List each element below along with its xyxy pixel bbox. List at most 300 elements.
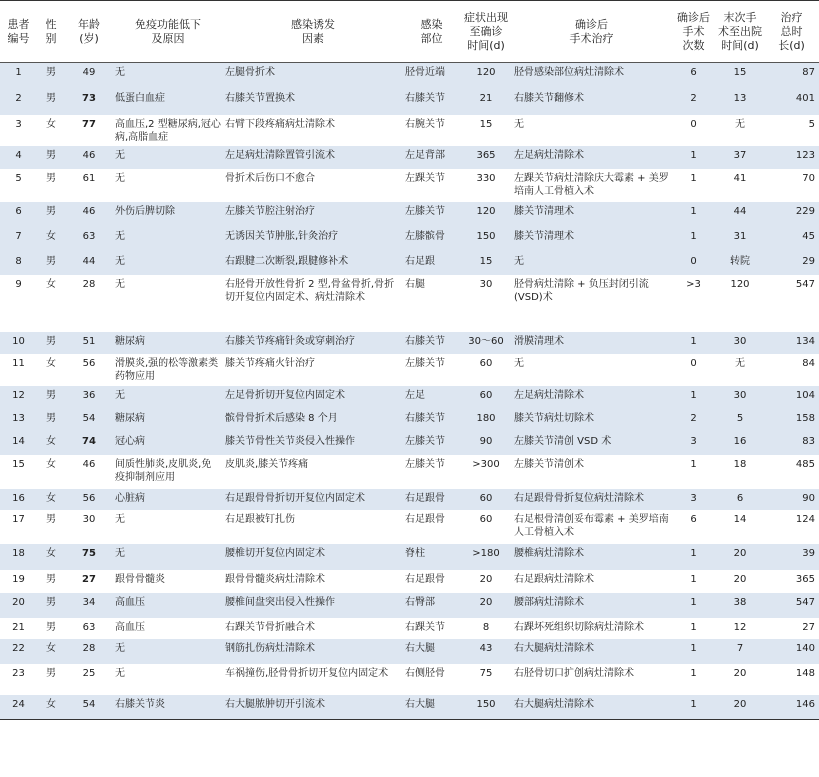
cell-site: 右臀部: [403, 593, 460, 618]
table-row: [0, 115, 819, 146]
header-text-line: 症状出现: [464, 10, 508, 24]
cell-sex: 男: [37, 593, 65, 618]
cell-sex: 男: [37, 146, 65, 169]
cell-sex: 女: [37, 227, 65, 252]
header-text-line: 免疫功能低下: [135, 17, 201, 31]
table-row: [0, 354, 819, 386]
cell-last-surgery: 20: [733, 667, 747, 679]
header-text-line: 至确诊: [469, 24, 503, 38]
cell-trigger: 右臂下段疼痛病灶清除术: [225, 118, 335, 130]
table-row: [0, 227, 819, 252]
cell-site: 右膝关节: [403, 332, 460, 354]
cell-age: 27: [82, 573, 96, 585]
cell-sex: 女: [46, 357, 56, 369]
cell-sex: 女: [46, 458, 56, 470]
table-row: [0, 510, 819, 544]
cell-trigger: 左膝关节腔注射治疗: [223, 202, 403, 227]
cell-last-surgery: 30: [716, 332, 764, 354]
cell-onset: 120: [460, 202, 512, 227]
cell-site: 右足跟骨: [405, 513, 445, 525]
header-text-line: 感染: [420, 17, 443, 31]
cell-trigger: 车祸撞伤,胫骨骨折切开复位内固定术: [225, 667, 389, 679]
cell-immune: 冠心病: [113, 432, 223, 455]
cell-surgery: 胫骨病灶清除 + 负压封闭引流(VSD)术: [514, 278, 649, 303]
cell-patient-id: 17: [12, 513, 25, 525]
cell-site: 右踝关节: [405, 621, 445, 633]
cell-surgery: 左足病灶清除术: [512, 146, 671, 169]
cell-surgery-count: 2: [671, 409, 716, 432]
cell-site: 左膝髌骨: [403, 227, 460, 252]
cell-surgery-count: 3: [671, 432, 716, 455]
cell-trigger: 左腿骨折术: [223, 63, 403, 89]
cell-age: 49: [65, 63, 113, 89]
cell-trigger: 右踝关节骨折融合术: [225, 621, 315, 633]
cell-last-surgery: 5: [716, 409, 764, 432]
header-text-line: 年龄: [78, 17, 100, 31]
cell-surgery-count: 1: [671, 227, 716, 252]
cell-surgery: 右膝关节翻修术: [512, 89, 671, 115]
cell-trigger: 右膝关节置换术: [223, 89, 403, 115]
cell-surgery-count: 1: [671, 544, 716, 570]
cell-onset: 60: [460, 489, 512, 510]
cell-total-duration: 45: [764, 227, 819, 252]
cell-patient-id: 24: [0, 695, 37, 720]
cell-surgery: 右踝坏死组织切除病灶清除术: [514, 621, 644, 633]
header-trigger: [223, 1, 403, 63]
cell-age: 28: [65, 639, 113, 664]
cell-age: 44: [65, 252, 113, 275]
cell-onset: 75: [479, 667, 493, 679]
header-text-line: 编号: [7, 31, 30, 45]
cell-age: 63: [82, 621, 96, 633]
header-text-line: 长(d): [778, 38, 805, 52]
cell-surgery-count: 1: [690, 621, 697, 633]
cell-onset: 60: [479, 513, 493, 525]
cell-patient-id: 6: [0, 202, 37, 227]
cell-total-duration: 140: [764, 639, 819, 664]
cell-patient-id: 1: [0, 63, 37, 89]
cell-surgery-count: >3: [686, 278, 701, 290]
cell-trigger: 腰椎间盘突出侵入性操作: [223, 593, 403, 618]
cell-last-surgery: 无: [735, 118, 745, 130]
header-text-line: 时间(d): [721, 38, 759, 52]
cell-immune: 无: [113, 386, 223, 409]
cell-surgery: 无: [512, 252, 671, 275]
cell-onset: >300: [472, 458, 500, 470]
cell-total-duration: 146: [764, 695, 819, 720]
cell-last-surgery: 13: [716, 89, 764, 115]
cell-last-surgery: 20: [716, 544, 764, 570]
cell-immune: 无: [113, 146, 223, 169]
cell-last-surgery: 7: [716, 639, 764, 664]
cell-surgery: 左踝关节病灶清除庆大霉素 + 美罗培南人工骨植入术: [514, 172, 669, 197]
cell-onset: 330: [476, 172, 496, 184]
cell-last-surgery: 转院: [716, 252, 764, 275]
cell-onset: 60: [460, 386, 512, 409]
cell-age: 46: [65, 146, 113, 169]
cell-patient-id: 15: [12, 458, 25, 470]
table-row: [0, 275, 819, 332]
cell-site: 左膝关节: [405, 357, 445, 369]
cell-total-duration: 134: [764, 332, 819, 354]
cell-surgery-count: 1: [671, 202, 716, 227]
cell-site: 右膝关节: [403, 409, 460, 432]
cell-onset: >180: [460, 544, 512, 570]
header-text-line: 感染诱发: [291, 17, 335, 31]
cell-last-surgery: 120: [730, 278, 750, 290]
cell-sex: 女: [46, 278, 56, 290]
header-text-line: 治疗: [780, 10, 803, 24]
cell-last-surgery: 6: [716, 489, 764, 510]
table-row: [0, 63, 819, 89]
cell-site: 左踝关节: [405, 172, 445, 184]
cell-sex: 男: [37, 332, 65, 354]
cell-total-duration: 148: [795, 667, 815, 679]
cell-surgery: 左足病灶清除术: [512, 386, 671, 409]
cell-surgery-count: 1: [671, 386, 716, 409]
header-site: [403, 1, 460, 63]
table-row: [0, 455, 819, 489]
cell-site: 右大腿: [403, 695, 460, 720]
cell-total-duration: 104: [764, 386, 819, 409]
cell-surgery: 右大腿病灶清除术: [512, 695, 671, 720]
cell-patient-id: 14: [0, 432, 37, 455]
cell-last-surgery: 16: [716, 432, 764, 455]
cell-site: 胫骨近端: [403, 63, 460, 89]
cell-patient-id: 5: [15, 172, 22, 184]
cell-site: 左膝关节: [403, 432, 460, 455]
cell-surgery: 右胫骨切口扩创病灶清除术: [514, 667, 634, 679]
cell-age: 30: [82, 513, 96, 525]
cell-patient-id: 16: [0, 489, 37, 510]
cell-total-duration: 485: [795, 458, 815, 470]
cell-trigger: 右足跟骨骨折切开复位内固定术: [223, 489, 403, 510]
cell-immune: 无: [113, 639, 223, 664]
cell-total-duration: 87: [764, 63, 819, 89]
cell-immune: 外伤后脾切除: [113, 202, 223, 227]
cell-surgery-count: 1: [690, 573, 697, 585]
cell-age: 56: [82, 357, 96, 369]
cell-immune: 无: [113, 63, 223, 89]
table-row: [0, 252, 819, 275]
cell-sex: 男: [46, 513, 56, 525]
header-patient-id: [0, 1, 37, 63]
cell-surgery-count: 1: [690, 172, 697, 184]
cell-site: 脊柱: [403, 544, 460, 570]
cell-trigger: 右膝关节疼痛针灸或穿刺治疗: [223, 332, 403, 354]
cell-trigger: 腰椎切开复位内固定术: [223, 544, 403, 570]
cell-site: 左足背部: [403, 146, 460, 169]
cell-immune: 无: [115, 667, 125, 679]
cell-onset: 15: [479, 118, 493, 130]
cell-trigger: 髌骨骨折术后感染 8 个月: [223, 409, 403, 432]
cell-immune: 高血压,2 型糖尿病,冠心病,高脂血症: [115, 118, 221, 143]
cell-surgery-count: 0: [690, 357, 697, 369]
cell-patient-id: 3: [15, 118, 22, 130]
cell-total-duration: 401: [764, 89, 819, 115]
cell-sex: 男: [37, 202, 65, 227]
header-text-line: 确诊后: [677, 10, 710, 24]
cell-total-duration: 5: [808, 118, 815, 130]
cell-sex: 男: [37, 386, 65, 409]
header-text-line: 性: [45, 17, 57, 31]
cell-trigger: 钢筋扎伤病灶清除术: [223, 639, 403, 664]
table-row: [0, 489, 819, 510]
header-immune: [113, 1, 223, 63]
cell-site: 左足: [403, 386, 460, 409]
cell-surgery: 胫骨感染部位病灶清除术: [512, 63, 671, 89]
cell-surgery: 右足根骨清创妥布霉素 + 美罗培南人工骨植入术: [514, 513, 669, 538]
header-text-line: 手术治疗: [569, 31, 614, 45]
cell-immune: 心脏病: [113, 489, 223, 510]
table-row: [0, 432, 819, 455]
cell-trigger: 骨折术后伤口不愈合: [225, 172, 315, 184]
table-row: [0, 664, 819, 695]
cell-total-duration: 365: [795, 573, 815, 585]
cell-onset: 150: [460, 227, 512, 252]
cell-site: 右足跟: [403, 252, 460, 275]
cell-surgery-count: 1: [671, 593, 716, 618]
header-text-line: 确诊后: [575, 17, 608, 31]
cell-surgery-count: 1: [671, 146, 716, 169]
cell-surgery: 左膝关节清创术: [514, 458, 584, 470]
cell-trigger: 膝关节骨性关节炎侵入性操作: [223, 432, 403, 455]
cell-sex: 男: [46, 573, 56, 585]
cell-trigger: 右跟腱二次断裂,跟腱修补术: [223, 252, 403, 275]
cell-surgery: 滑膜清理术: [512, 332, 671, 354]
cell-age: 56: [65, 489, 113, 510]
cell-immune: 间质性肺炎,皮肌炎,免疫抑制剂应用: [115, 458, 212, 483]
cell-last-surgery: 38: [716, 593, 764, 618]
cell-last-surgery: 20: [716, 695, 764, 720]
table-body: [0, 63, 819, 720]
cell-trigger: 膝关节疼痛火针治疗: [225, 357, 315, 369]
cell-site: 右膝关节: [403, 89, 460, 115]
cell-surgery: 膝关节病灶切除术: [512, 409, 671, 432]
cell-age: 25: [82, 667, 96, 679]
cell-onset: 30～60: [460, 332, 512, 354]
header-text-line: 总时: [780, 24, 803, 38]
cell-onset: 21: [460, 89, 512, 115]
cell-surgery: 腰椎病灶清除术: [512, 544, 671, 570]
cell-surgery: 右足跟病灶清除术: [514, 573, 594, 585]
cell-onset: 180: [460, 409, 512, 432]
header-text-line: 时间(d): [467, 38, 505, 52]
cell-age: 28: [82, 278, 96, 290]
cell-trigger: 右足跟被钉扎伤: [225, 513, 295, 525]
header-text-line: 及原因: [151, 31, 185, 45]
cell-onset: 60: [479, 357, 493, 369]
cell-site: 右腕关节: [405, 118, 445, 130]
cell-surgery-count: 6: [671, 63, 716, 89]
cell-last-surgery: 14: [733, 513, 747, 525]
cell-last-surgery: 18: [733, 458, 747, 470]
cell-immune: 糖尿病: [113, 409, 223, 432]
cell-patient-id: 12: [0, 386, 37, 409]
cell-onset: 150: [460, 695, 512, 720]
cell-last-surgery: 41: [733, 172, 747, 184]
cell-age: 63: [65, 227, 113, 252]
cell-patient-id: 13: [0, 409, 37, 432]
cell-onset: 43: [460, 639, 512, 664]
cell-total-duration: 39: [764, 544, 819, 570]
header-text-line: 患者: [7, 17, 30, 31]
cell-patient-id: 18: [0, 544, 37, 570]
cell-total-duration: 84: [802, 357, 815, 369]
cell-surgery-count: 2: [671, 89, 716, 115]
cell-surgery-count: 1: [671, 639, 716, 664]
cell-total-duration: 123: [764, 146, 819, 169]
cell-last-surgery: 12: [733, 621, 747, 633]
cell-onset: 120: [460, 63, 512, 89]
header-sex: [37, 1, 65, 63]
cell-sex: 男: [46, 667, 56, 679]
cell-sex: 女: [37, 639, 65, 664]
cell-onset: 15: [460, 252, 512, 275]
cell-site: 右大腿: [403, 639, 460, 664]
cell-sex: 男: [46, 621, 56, 633]
cell-sex: 女: [46, 118, 56, 130]
cell-total-duration: 70: [802, 172, 815, 184]
cell-patient-id: 4: [0, 146, 37, 169]
cell-total-duration: 547: [764, 593, 819, 618]
header-total-duration: [764, 1, 819, 63]
cell-immune: 跟骨骨髓炎: [115, 573, 165, 585]
cell-patient-id: 21: [12, 621, 25, 633]
cell-patient-id: 19: [12, 573, 25, 585]
cell-total-duration: 83: [764, 432, 819, 455]
cell-sex: 男: [37, 252, 65, 275]
cell-trigger: 跟骨骨髓炎病灶清除术: [225, 573, 325, 585]
cell-immune: 右膝关节炎: [113, 695, 223, 720]
cell-onset: 20: [460, 593, 512, 618]
cell-trigger: 左足病灶清除置管引流术: [223, 146, 403, 169]
cell-total-duration: 124: [795, 513, 815, 525]
cell-immune: 高血压: [115, 621, 145, 633]
table-row: [0, 89, 819, 115]
table-row: [0, 618, 819, 639]
cell-immune: 无: [115, 278, 125, 290]
cell-onset: 90: [460, 432, 512, 455]
cell-sex: 女: [37, 489, 65, 510]
cell-trigger: 皮肌炎,膝关节疼痛: [225, 458, 309, 470]
table-row: [0, 146, 819, 169]
cell-onset: 30: [479, 278, 493, 290]
cell-sex: 女: [37, 432, 65, 455]
header-text-line: (岁): [79, 31, 99, 45]
cell-immune: 无: [115, 513, 125, 525]
table-row: [0, 409, 819, 432]
cell-surgery-count: 0: [690, 118, 697, 130]
cell-surgery: 腰部病灶清除术: [512, 593, 671, 618]
cell-surgery-count: 1: [690, 667, 697, 679]
header-text-line: 次数: [682, 38, 705, 52]
cell-site: 左膝关节: [403, 202, 460, 227]
header-last-surgery: [716, 1, 764, 63]
cell-age: 46: [82, 458, 96, 470]
cell-immune: 无: [115, 172, 125, 184]
cell-last-surgery: 37: [716, 146, 764, 169]
cell-last-surgery: 20: [733, 573, 747, 585]
table-row: [0, 593, 819, 618]
cell-trigger: 右胫骨开放性骨折 2 型,骨盆骨折,骨折切开复位内固定术、病灶清除术: [225, 278, 395, 303]
cell-patient-id: 8: [0, 252, 37, 275]
cell-patient-id: 9: [15, 278, 22, 290]
cell-sex: 男: [37, 89, 65, 115]
cell-sex: 男: [37, 63, 65, 89]
cell-immune: 无: [113, 252, 223, 275]
cell-age: 54: [65, 695, 113, 720]
cell-surgery: 膝关节清理术: [512, 202, 671, 227]
table-row: [0, 570, 819, 593]
cell-age: 34: [65, 593, 113, 618]
header-onset: [460, 1, 512, 63]
cell-age: 36: [65, 386, 113, 409]
cell-immune: 无: [113, 544, 223, 570]
cell-patient-id: 2: [0, 89, 37, 115]
cell-sex: 女: [37, 544, 65, 570]
cell-total-duration: 90: [764, 489, 819, 510]
header-text-line: 术至出院: [718, 24, 762, 38]
table-row: [0, 386, 819, 409]
table-row: [0, 332, 819, 354]
cell-surgery: 右足跟骨骨折复位病灶清除术: [512, 489, 671, 510]
cell-age: 61: [82, 172, 96, 184]
cell-last-surgery: 15: [716, 63, 764, 89]
cell-patient-id: 7: [0, 227, 37, 252]
cell-patient-id: 23: [12, 667, 25, 679]
cell-surgery-count: 1: [690, 458, 697, 470]
cell-immune: 低蛋白血症: [113, 89, 223, 115]
header-text-line: 手术: [682, 24, 705, 38]
cell-surgery-count: 1: [671, 332, 716, 354]
cell-total-duration: 547: [795, 278, 815, 290]
cell-surgery: 膝关节清理术: [512, 227, 671, 252]
cell-site: 右足跟骨: [403, 489, 460, 510]
cell-patient-id: 20: [0, 593, 37, 618]
cell-surgery: 右大腿病灶清除术: [512, 639, 671, 664]
cell-surgery: 左膝关节清创 VSD 术: [512, 432, 671, 455]
cell-immune: 糖尿病: [113, 332, 223, 354]
cell-last-surgery: 44: [716, 202, 764, 227]
cell-total-duration: 29: [764, 252, 819, 275]
cell-total-duration: 158: [764, 409, 819, 432]
cell-immune: 无: [113, 227, 223, 252]
cell-patient-id: 22: [0, 639, 37, 664]
header-surgery: [512, 1, 671, 63]
header-age: [65, 1, 113, 63]
cell-age: 51: [65, 332, 113, 354]
cell-surgery: 无: [514, 357, 524, 369]
cell-last-surgery: 30: [716, 386, 764, 409]
cell-trigger: 右大腿脓肿切开引流术: [223, 695, 403, 720]
cell-site: 左膝关节: [405, 458, 445, 470]
cell-surgery-count: 0: [671, 252, 716, 275]
cell-total-duration: 229: [764, 202, 819, 227]
cell-age: 75: [65, 544, 113, 570]
table-row: [0, 544, 819, 570]
cell-surgery-count: 3: [671, 489, 716, 510]
cell-immune: 高血压: [113, 593, 223, 618]
cell-age: 74: [65, 432, 113, 455]
header-row: [0, 1, 819, 63]
table-row: [0, 169, 819, 202]
cell-site: 右腿: [405, 278, 425, 290]
header-surgery-count: [671, 1, 716, 63]
cell-trigger: 无诱因关节肿胀,针灸治疗: [223, 227, 403, 252]
table-row: [0, 202, 819, 227]
cell-onset: 365: [460, 146, 512, 169]
